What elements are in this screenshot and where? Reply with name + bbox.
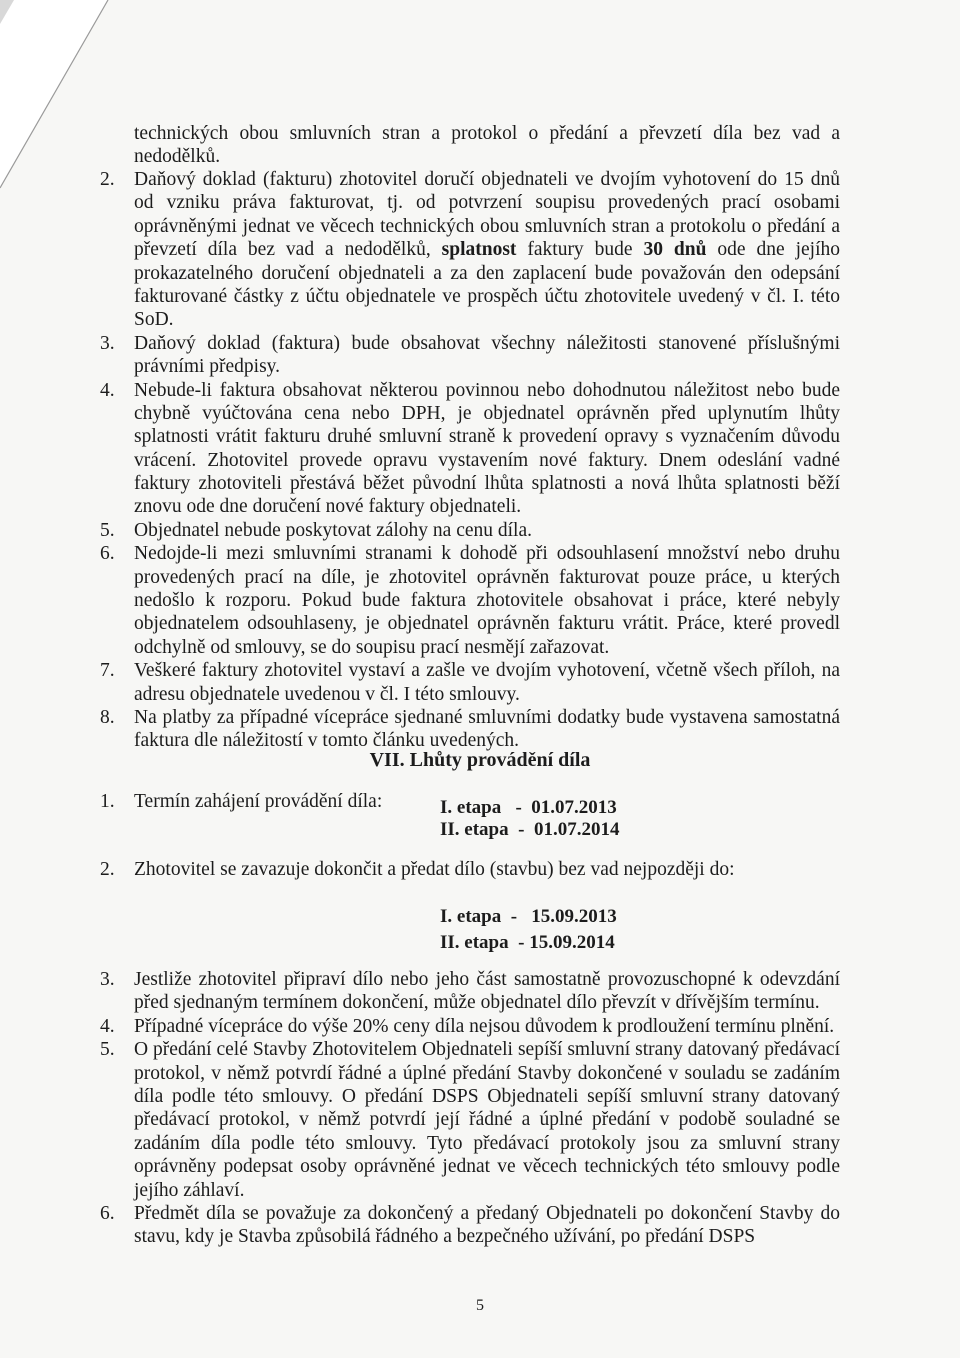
finish-stage-1: I. etapa - 15.09.2013 bbox=[440, 906, 617, 927]
item-number: 6. bbox=[100, 1202, 115, 1224]
item-text: Nedojde-li mezi smluvními stranami k dohodě při odsouhlasení množství nebo druhu provedených prací na díle, je zhotovitel oprávněn fakturovat pouze práce, u kterých nedošlo k rozporu. Pokud bude faktura zhotovitele obsahovat i práce, které nebyly objednatelem odsouhlaseny, je objednatel oprávněn fakturu vrátit. Práce, které provedl odchylně od smlouvy, se do soupisu prací nesmějí zařazovat. bbox=[134, 543, 840, 658]
item-text: Daňový doklad (faktura) bude obsahovat všechny náležitosti stanovené příslušnými právními předpisy. bbox=[134, 332, 840, 378]
scan-corner-fold bbox=[0, 0, 110, 190]
item-text: Objednatel nebude poskytovat zálohy na cenu díla. bbox=[134, 519, 532, 541]
item-number: 3. bbox=[100, 332, 115, 354]
start-term-label: Termín zahájení provádění díla: bbox=[134, 791, 383, 812]
intro-continuation: technických obou smluvních stran a protokol o předání a převzetí díla bez vad a nedodělků. bbox=[134, 123, 840, 168]
item-number: 5. bbox=[100, 1039, 115, 1061]
list-item bbox=[100, 1038, 840, 1202]
list-item bbox=[100, 168, 840, 332]
finish-term-label: Zhotovitel se zavazuje dokončit a předat dílo (stavbu) bez vad nejpozději do: bbox=[134, 859, 735, 880]
item-number: 2. bbox=[100, 859, 115, 880]
item-text: Jestliže zhotovitel připraví dílo nebo jeho část samostatně provozuschopné k odevzdání před sjednaným termínem dokončení, může objednatel dílo převzít v dřívějším termínu. bbox=[134, 969, 840, 1014]
page-number: 5 bbox=[476, 1297, 484, 1314]
section-title: VII. Lhůty provádění díla bbox=[369, 749, 591, 771]
list-item bbox=[100, 1202, 840, 1249]
item-number: 7. bbox=[100, 660, 115, 682]
item-text: Veškeré faktury zhotovitel vystaví a zašle ve dvojím vyhotovení, včetně všech příloh, na adresu objednatele uvedenou v čl. I této smlouvy. bbox=[134, 660, 840, 705]
item-number: 1. bbox=[100, 791, 115, 812]
list-item bbox=[100, 519, 840, 542]
item-text: Nebude-li faktura obsahovat některou povinnou nebo dohodnutou náležitost nebo bude chybně vyúčtována cena nebo DPH, je objednatel oprávněn před uplynutím lhůty splatnosti vrátit fakturu druhé smluvní straně k provedení opravy s vyznačením důvodu vrácení. Zhotovitel provede opravu vystavením nové faktury. Dnem odeslání vadné faktury zhotoviteli přestává běžet původní lhůta splatnosti a nová lhůta splatnosti běží znovu ode dne doručení nové faktury objednateli. bbox=[134, 379, 840, 518]
item-number: 6. bbox=[100, 543, 115, 565]
item-text: Předmět díla se považuje za dokončený a předaný Objednateli po dokončení Stavby do stavu, kdy je Stavba způsobilá řádného a bezpečného užívání, po předání DSPS bbox=[134, 1202, 840, 1248]
item-text: Daňový doklad (fakturu) zhotovitel doručí objednateli ve dvojím vyhotovení do 15 dnů od vzniku práva fakturovat, tj. od potvrzení soupisu provedených prací osobami oprávněnými jednat ve věcech technických obou smluvních stran a protokolu o předání a převzetí díla bez vad a nedodělků, splatnost faktury bude 30 dnů ode dne jejího prokazatelného doručení objednateli a za den zaplacení bude považován den odepsání fakturované částky z účtu objednatele ve prospěch účtu zhotovitele uvedený v čl. I. této SoD. bbox=[134, 169, 841, 331]
list-item bbox=[100, 379, 840, 519]
finish-stage-2: II. etapa - 15.09.2014 bbox=[440, 932, 615, 953]
item-number: 2. bbox=[100, 169, 115, 190]
item-text: Případné vícepráce do výše 20% ceny díla nejsou důvodem k prodloužení termínu plnění. bbox=[134, 1015, 835, 1037]
finish-term-row bbox=[100, 858, 840, 881]
list-item bbox=[100, 332, 840, 379]
list-item bbox=[100, 1015, 840, 1038]
list-item bbox=[100, 706, 840, 753]
item-number: 4. bbox=[100, 1015, 115, 1037]
list-item bbox=[100, 542, 840, 659]
list-item bbox=[100, 968, 840, 1015]
item-text: O předání celé Stavby Zhotovitelem Objednateli sepíší smluvní strany datovaný předávací protokol, v němž potvrdí řádné a úplné předání Stavby dokončené v souladu se zadáním díla podle této smlouvy. O předání DSPS Objednateli sepíší smluvní strany datovaný předávací protokol, v němž potvrdí její řádné a úplné předání v podobě souladné se zadáním díla podle této smlouvy. Tyto předávací protokoly jsou za smluvní strany oprávněny podepsat osoby oprávněné jednat ve věcech technických této smlouvy podle jejího záhlaví. bbox=[134, 1039, 840, 1201]
payment-list bbox=[100, 168, 840, 753]
start-stage-1: I. etapa - 01.07.2013 bbox=[440, 797, 617, 818]
item-number: 3. bbox=[100, 969, 115, 990]
deadline-list bbox=[100, 968, 840, 1249]
item-number: 8. bbox=[100, 706, 115, 728]
list-item bbox=[100, 659, 840, 706]
start-stage-2: II. etapa - 01.07.2014 bbox=[440, 819, 620, 840]
item-text: Na platby za případné vícepráce sjednané smluvními dodatky bude vystavena samostatná faktura dle náležitostí v tomto článku uvedených. bbox=[134, 706, 840, 752]
item-number: 5. bbox=[100, 519, 115, 541]
item-number: 4. bbox=[100, 379, 115, 401]
